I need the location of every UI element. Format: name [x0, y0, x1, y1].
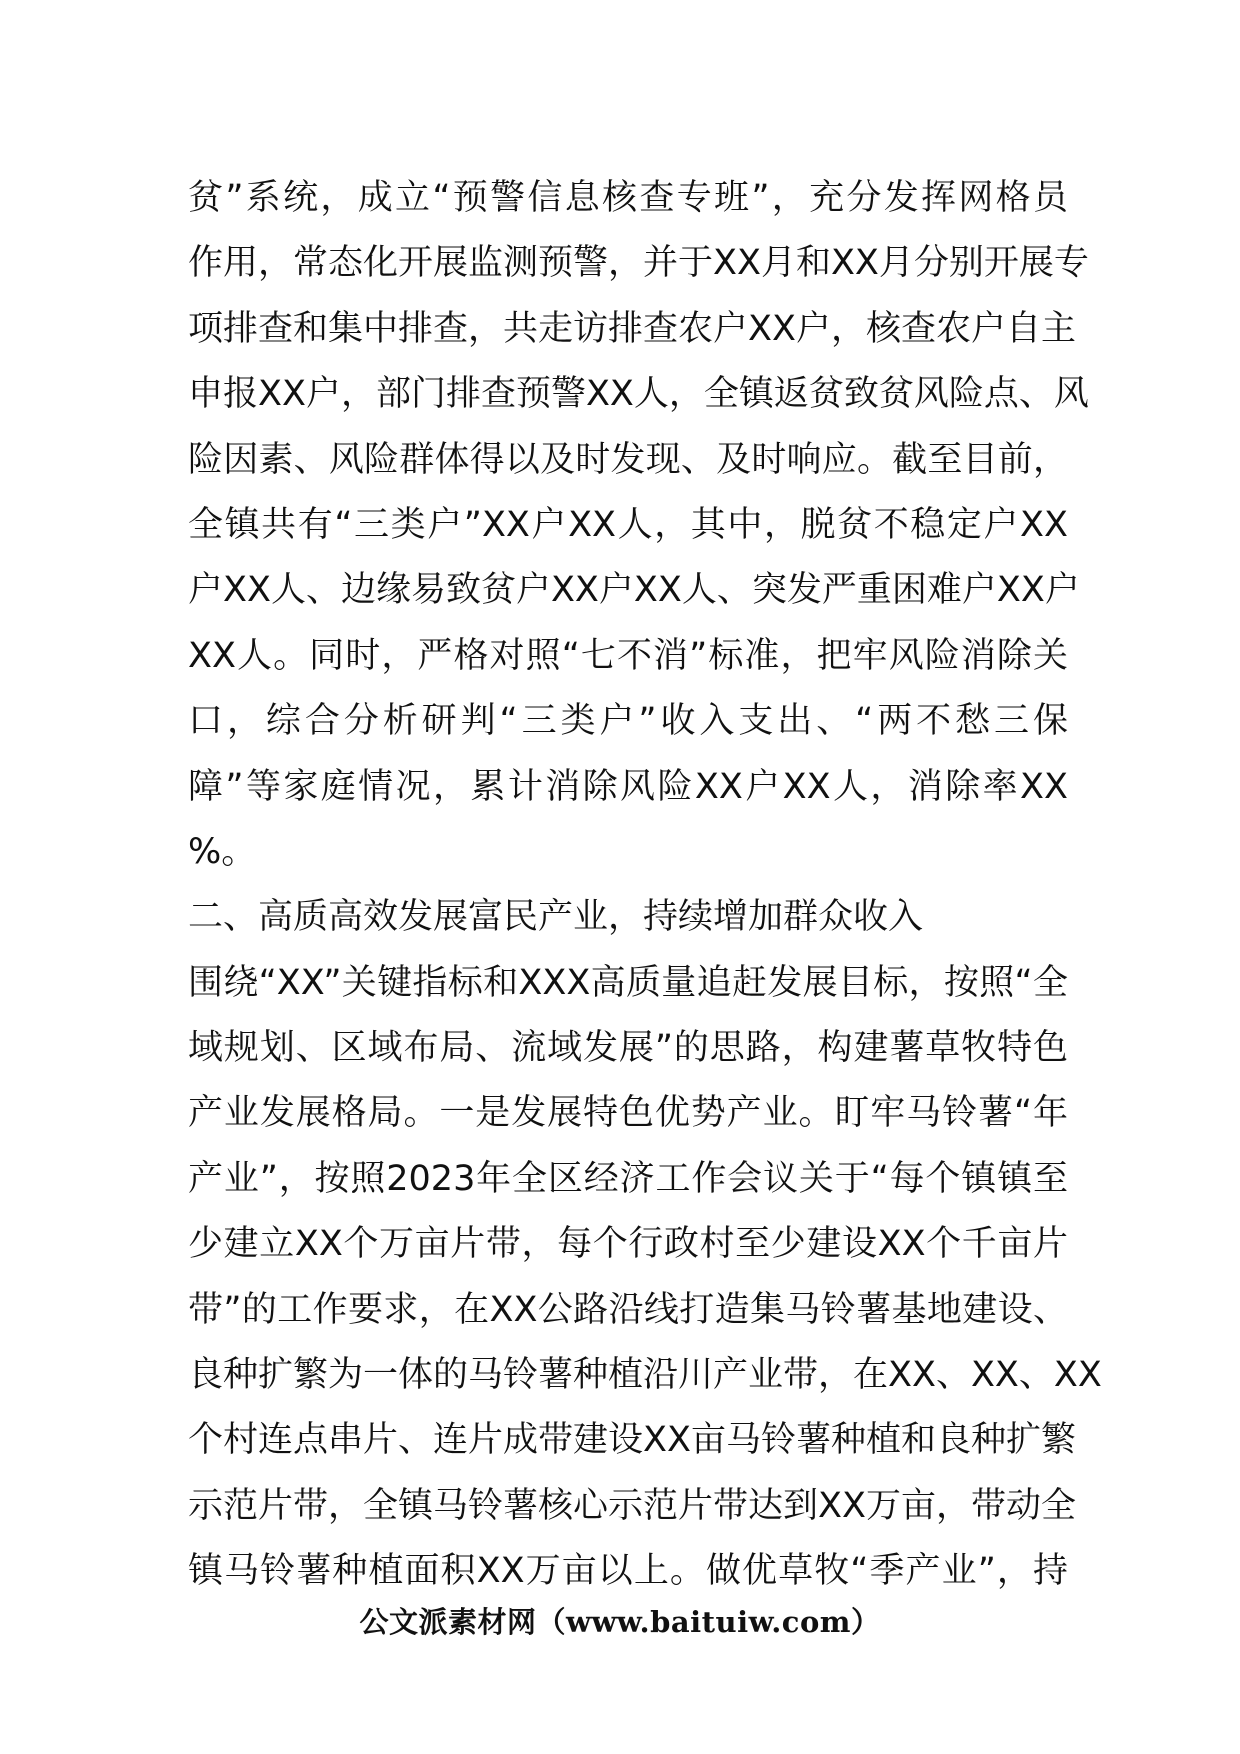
text-line: 险因素、风险群体得以及时发现、及时响应。截至目前， [188, 439, 1068, 480]
document-body [188, 166, 1102, 1605]
text-line: 口，综合分析研判“三类户”收入支出、“两不愁三保 [188, 701, 1068, 742]
text-line: 户XX人、边缘易致贫户XX户XX人、突发严重困难户XX户 [188, 570, 1080, 611]
text-line: 少建立XX个万亩片带，每个行政村至少建设XX个千亩片 [188, 1224, 1068, 1265]
text-line: 申报XX户，部门排查预警XX人，全镇返贫致贫风险点、风 [188, 374, 1089, 415]
text-line: 产业发展格局。一是发展特色优势产业。盯牢马铃薯“年 [188, 1093, 1068, 1134]
text-line: 镇马铃薯种植面积XX万亩以上。做优草牧“季产业”，持 [188, 1551, 1068, 1592]
text-line: 贫”系统，成立“预警信息核查专班”，充分发挥网格员 [188, 178, 1068, 218]
text-line: 产业”，按照2023年全区经济工作会议关于“每个镇镇至 [188, 1158, 1068, 1199]
text-line: 良种扩繁为一体的马铃薯种植沿川产业带，在XX、XX、XX [188, 1355, 1102, 1396]
text-line: %。 [188, 831, 257, 872]
text-line: 围绕“XX”关键指标和XXX高质量追赶发展目标，按照“全 [188, 962, 1068, 1003]
text-line: 全镇共有“三类户”XX户XX人，其中，脱贫不稳定户XX [188, 504, 1068, 545]
text-line: 带”的工作要求，在XX公路沿线打造集马铃薯基地建设、 [188, 1289, 1068, 1330]
text-line: 示范片带，全镇马铃薯核心示范片带达到XX万亩，带动全 [188, 1485, 1076, 1526]
text-line: 障”等家庭情况，累计消除风险XX户XX人，消除率XX [188, 766, 1068, 807]
text-line: 个村连点串片、连片成带建设XX亩马铃薯种植和良种扩繁 [188, 1420, 1076, 1461]
footer-watermark: 公文派素材网（www.baituiw.com） [359, 1605, 881, 1639]
text-line: 域规划、区域布局、流域发展”的思路，构建薯草牧特色 [188, 1028, 1068, 1069]
text-line: XX人。同时，严格对照“七不消”标准，把牢风险消除关 [188, 635, 1068, 676]
text-line: 作用，常态化开展监测预警，并于XX月和XX月分别开展专 [188, 243, 1089, 284]
text-line: 项排查和集中排查，共走访排查农户XX户，核查农户自主 [188, 308, 1076, 349]
section-heading: 二、高质高效发展富民产业，持续增加群众收入 [188, 897, 924, 938]
